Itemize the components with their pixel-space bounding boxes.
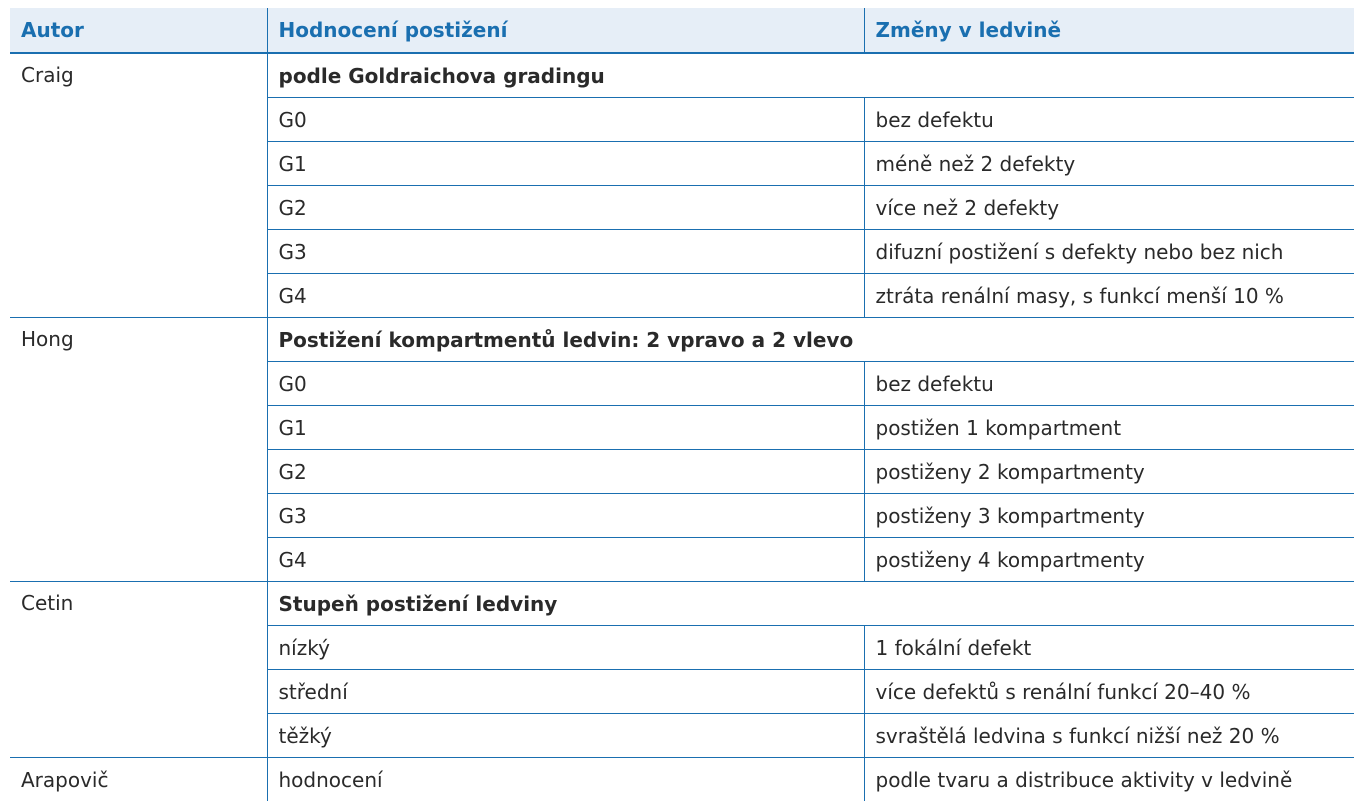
change-cell: postiženy 4 kompartmenty (864, 538, 1354, 582)
change-cell: difuzní postižení s defekty nebo bez nich (864, 230, 1354, 274)
change-cell: bez defektu (864, 98, 1354, 142)
group-heading-row (10, 582, 1354, 626)
group-heading: Postižení kompartmentů ledvin: 2 vpravo a 2 vlevo (267, 318, 1354, 362)
grade-cell: střední (267, 670, 864, 714)
change-cell: 1 fokální defekt (864, 626, 1354, 670)
table-row (10, 758, 1354, 801)
grade-cell: nízký (267, 626, 864, 670)
group-heading-row (10, 318, 1354, 362)
header-kidney-changes: Změny v ledvině (864, 8, 1354, 53)
header-author: Autor (10, 8, 267, 53)
grade-cell: G3 (267, 494, 864, 538)
grade-cell: G2 (267, 450, 864, 494)
grade-cell: těžký (267, 714, 864, 758)
change-cell: postiženy 3 kompartmenty (864, 494, 1354, 538)
group-heading: Stupeň postižení ledviny (267, 582, 1354, 626)
group-heading: podle Goldraichova gradingu (267, 53, 1354, 98)
change-cell: postiženy 2 kompartmenty (864, 450, 1354, 494)
author-cell: Craig (10, 53, 267, 318)
change-cell: méně než 2 defekty (864, 142, 1354, 186)
grade-cell: G0 (267, 362, 864, 406)
change-cell: svraštělá ledvina s funkcí nižší než 20 % (864, 714, 1354, 758)
grade-cell: hodnocení (267, 758, 864, 801)
grade-cell: G2 (267, 186, 864, 230)
author-cell: Cetin (10, 582, 267, 758)
group-heading-row (10, 53, 1354, 98)
table-header-row (10, 8, 1354, 53)
grade-cell: G1 (267, 406, 864, 450)
author-cell: Hong (10, 318, 267, 582)
grade-cell: G0 (267, 98, 864, 142)
change-cell: podle tvaru a distribuce aktivity v ledvině (864, 758, 1354, 801)
grade-cell: G4 (267, 538, 864, 582)
grade-cell: G1 (267, 142, 864, 186)
change-cell: ztráta renální masy, s funkcí menší 10 % (864, 274, 1354, 318)
grade-cell: G4 (267, 274, 864, 318)
change-cell: bez defektu (864, 362, 1354, 406)
author-cell: Arapovič (10, 758, 267, 801)
grade-cell: G3 (267, 230, 864, 274)
grading-table (10, 8, 1354, 801)
change-cell: více než 2 defekty (864, 186, 1354, 230)
change-cell: postižen 1 kompartment (864, 406, 1354, 450)
change-cell: více defektů s renální funkcí 20–40 % (864, 670, 1354, 714)
header-assessment: Hodnocení postižení (267, 8, 864, 53)
